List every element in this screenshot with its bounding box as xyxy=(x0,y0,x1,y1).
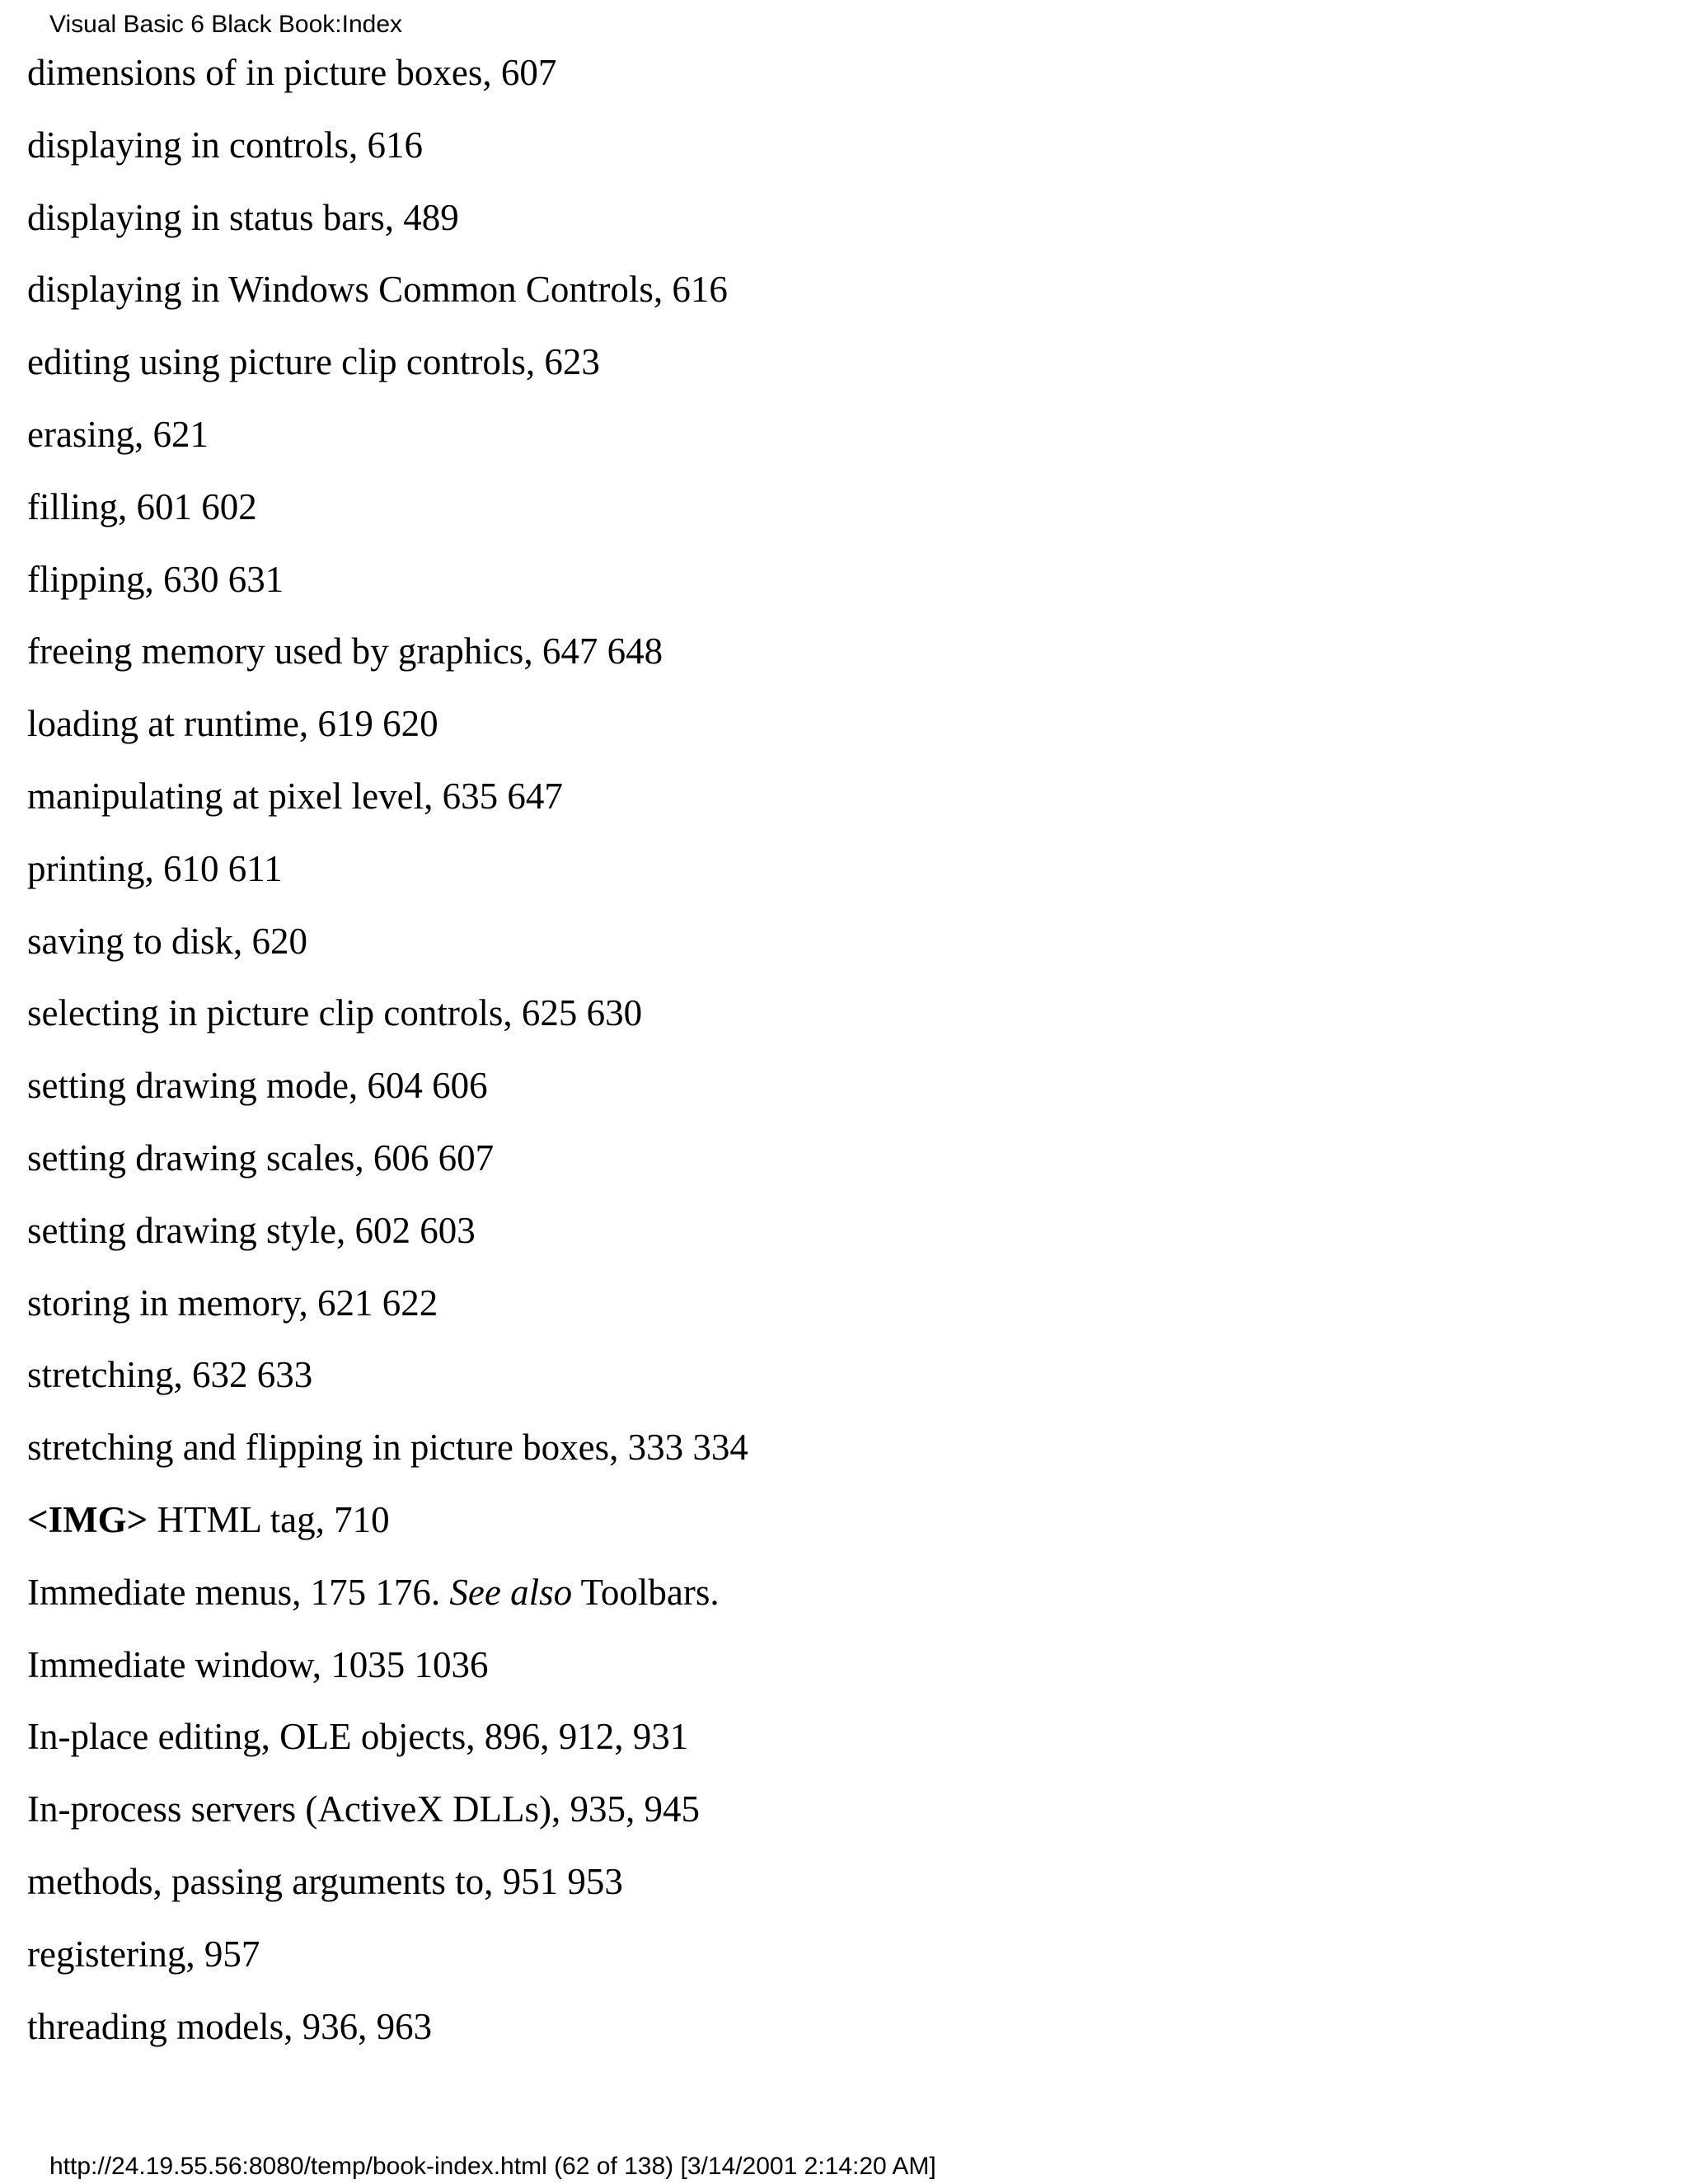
entry-text: storing in memory, 621 622 xyxy=(27,1282,438,1324)
entry-text: displaying in controls, 616 xyxy=(27,124,423,166)
index-entry xyxy=(27,482,748,532)
entry-text-after: Toolbars. xyxy=(572,1571,720,1613)
entry-text: displaying in status bars, 489 xyxy=(27,196,459,238)
index-entry xyxy=(27,1568,748,1617)
index-entry xyxy=(27,626,748,676)
index-entry xyxy=(27,410,748,459)
entry-text: setting drawing scales, 606 607 xyxy=(27,1137,495,1179)
entry-text: filling, 601 602 xyxy=(27,485,257,527)
index-entry xyxy=(27,1133,748,1183)
entry-text: registering, 957 xyxy=(27,1933,260,1975)
entry-text: dimensions of in picture boxes, 607 xyxy=(27,52,557,93)
entry-text: Immediate menus, 175 176. xyxy=(27,1571,450,1613)
index-list xyxy=(27,48,748,2074)
entry-text: HTML tag, 710 xyxy=(148,1498,390,1540)
index-entry xyxy=(27,1278,748,1328)
index-entry xyxy=(27,1422,748,1472)
entry-term-bold: <IMG> xyxy=(27,1498,148,1540)
entry-text: freeing memory used by graphics, 647 648 xyxy=(27,630,663,673)
entry-text: In-place editing, OLE objects, 896, 912, 931 xyxy=(27,1716,689,1758)
entry-text: In-process servers (ActiveX DLLs), 935, 945 xyxy=(27,1788,701,1830)
index-entry xyxy=(27,1495,748,1544)
page-footer-url: http://24.19.55.56:8080/temp/book-index.html (62 of 138) [3/14/2001 2:14:20 AM] xyxy=(49,2153,936,2180)
index-entry xyxy=(27,1350,748,1399)
index-entry xyxy=(27,1206,748,1255)
index-entry xyxy=(27,193,748,242)
index-entry xyxy=(27,1712,748,1761)
index-entry xyxy=(27,1857,748,1906)
index-entry xyxy=(27,1640,748,1690)
entry-text: editing using picture clip controls, 623 xyxy=(27,341,600,383)
entry-text: threading models, 936, 963 xyxy=(27,2005,433,2047)
entry-text: loading at runtime, 619 620 xyxy=(27,703,438,745)
entry-text: methods, passing arguments to, 951 953 xyxy=(27,1860,623,1902)
index-entry xyxy=(27,1784,748,1834)
index-entry xyxy=(27,1929,748,1979)
index-entry xyxy=(27,1061,748,1110)
index-entry xyxy=(27,988,748,1038)
index-entry xyxy=(27,555,748,604)
entry-text: saving to disk, 620 xyxy=(27,920,308,962)
entry-text: manipulating at pixel level, 635 647 xyxy=(27,775,563,817)
entry-text: flipping, 630 631 xyxy=(27,558,284,600)
page-header: Visual Basic 6 Black Book:Index xyxy=(49,11,403,38)
index-entry xyxy=(27,771,748,821)
index-entry xyxy=(27,48,748,97)
entry-text: printing, 610 611 xyxy=(27,847,283,889)
entry-text: erasing, 621 xyxy=(27,413,209,455)
entry-text: setting drawing style, 602 603 xyxy=(27,1209,476,1251)
index-entry xyxy=(27,337,748,387)
entry-text: displaying in Windows Common Controls, 616 xyxy=(27,269,728,311)
entry-text: selecting in picture clip controls, 625 630 xyxy=(27,992,643,1034)
entry-text: setting drawing mode, 604 606 xyxy=(27,1065,488,1107)
entry-text: stretching and flipping in picture boxes, 333 334 xyxy=(27,1427,748,1469)
index-entry xyxy=(27,120,748,170)
entry-text: stretching, 632 633 xyxy=(27,1354,313,1396)
index-entry xyxy=(27,916,748,966)
index-entry xyxy=(27,265,748,314)
index-entry xyxy=(27,2002,748,2051)
entry-see-also: See also xyxy=(449,1571,573,1613)
entry-text: Immediate window, 1035 1036 xyxy=(27,1643,489,1685)
index-entry xyxy=(27,699,748,748)
index-entry xyxy=(27,844,748,893)
